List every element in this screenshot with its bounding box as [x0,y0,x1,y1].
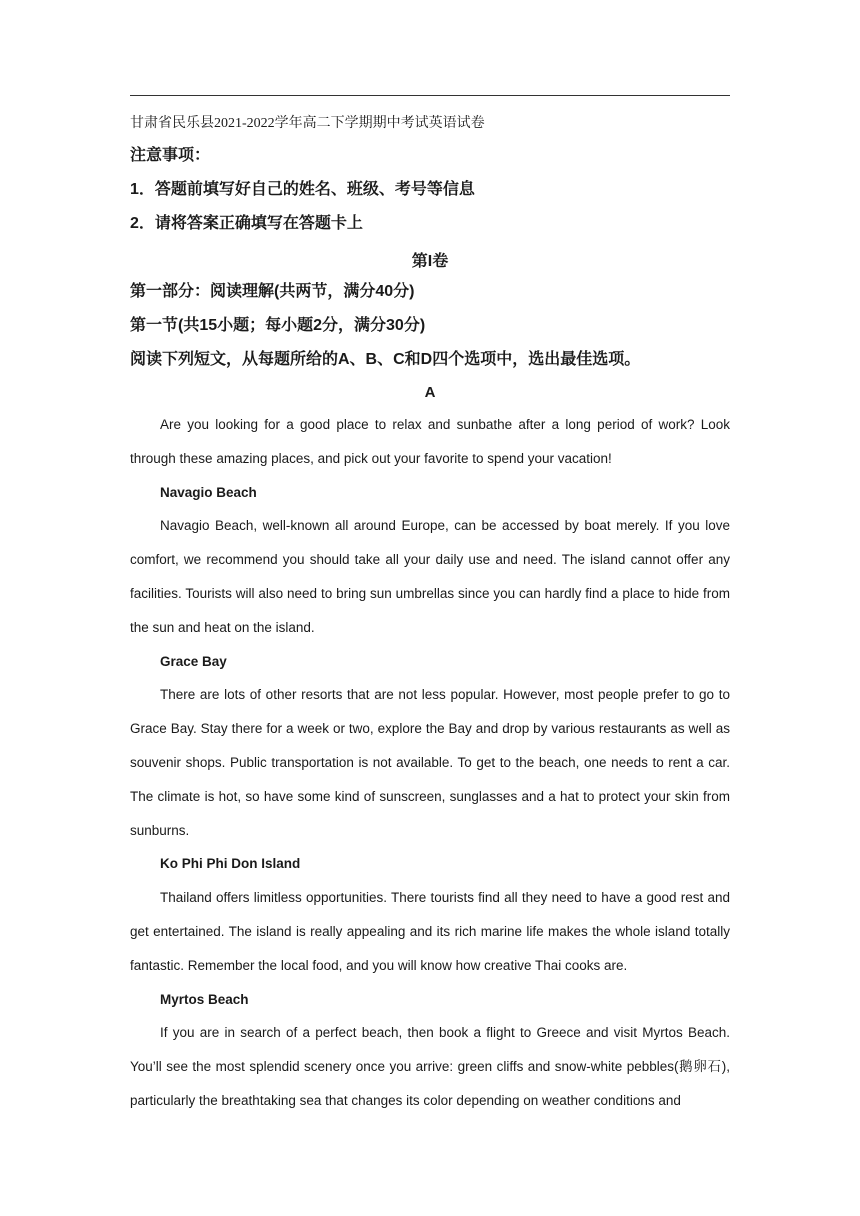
passage-intro: Are you looking for a good place to relax and sunbathe after a long period of work? Look through these amazing places, and pick out your favorite to spend your vacation! [130,417,730,466]
place-description: Navagio Beach, well-known all around Europe, can be accessed by boat merely. If you love comfort, we recommend you should take all your daily use and need. The island cannot offer any facilities. Tourists will also need to bring sun umbrellas since you can hardly find a place to hide from the sun and heat on the island. [130,518,730,635]
section-title: 第一节(共15小题；每小题2分，满分30分) [130,317,426,334]
notice-heading: 注意事项： [130,147,211,164]
part-title: 第一部分：阅读理解(共两节，满分40分) [130,283,415,300]
volume-title: 第I卷 [411,253,449,270]
place-description: Thailand offers limitless opportunities. There tourists find all they need to have a good rest and get entertained. The island is really appealing and its rich marine life makes the whole island totally fantastic. Remember the local food, and you will know how creative Thai cooks are. [130,890,730,973]
place-name: Ko Phi Phi Don Island [160,856,301,872]
place-name: Grace Bay [160,653,227,669]
place-description: If you are in search of a perfect beach, then book a flight to Greece and visit Myrtos Beach. You’ll see the most splendid scenery once you arrive: green cliffs and snow-white pebbles(鹅卵石), particularly the breathtaking sea that changes its color depending on weather conditions and [130,1025,730,1108]
passage-body [130,408,730,1118]
instruction: 阅读下列短文，从每题所给的A、B、C和D四个选项中，选出最佳选项。 [130,351,641,368]
place-description: There are lots of other resorts that are not less popular. However, most people prefer to go to Grace Bay. Stay there for a week or two, explore the Bay and drop by various restaurants as well as souvenir shops. Public transportation is not available. To get to the beach, one needs to rent a car. The climate is hot, so have some kind of sunscreen, sunglasses and a hat to protect your skin from sunburns. [130,687,730,838]
notice-item-1: 1．答题前填写好自己的姓名、班级、考号等信息 [130,181,475,198]
notice-item-2: 2．请将答案正确填写在答题卡上 [130,215,363,232]
passage-label: A [424,384,436,401]
place-name: Myrtos Beach [160,991,249,1007]
header-rule [130,95,730,96]
exam-title: 甘肃省民乐县2021-2022学年高二下学期期中考试英语试卷 [130,116,485,131]
place-name: Navagio Beach [160,484,257,500]
